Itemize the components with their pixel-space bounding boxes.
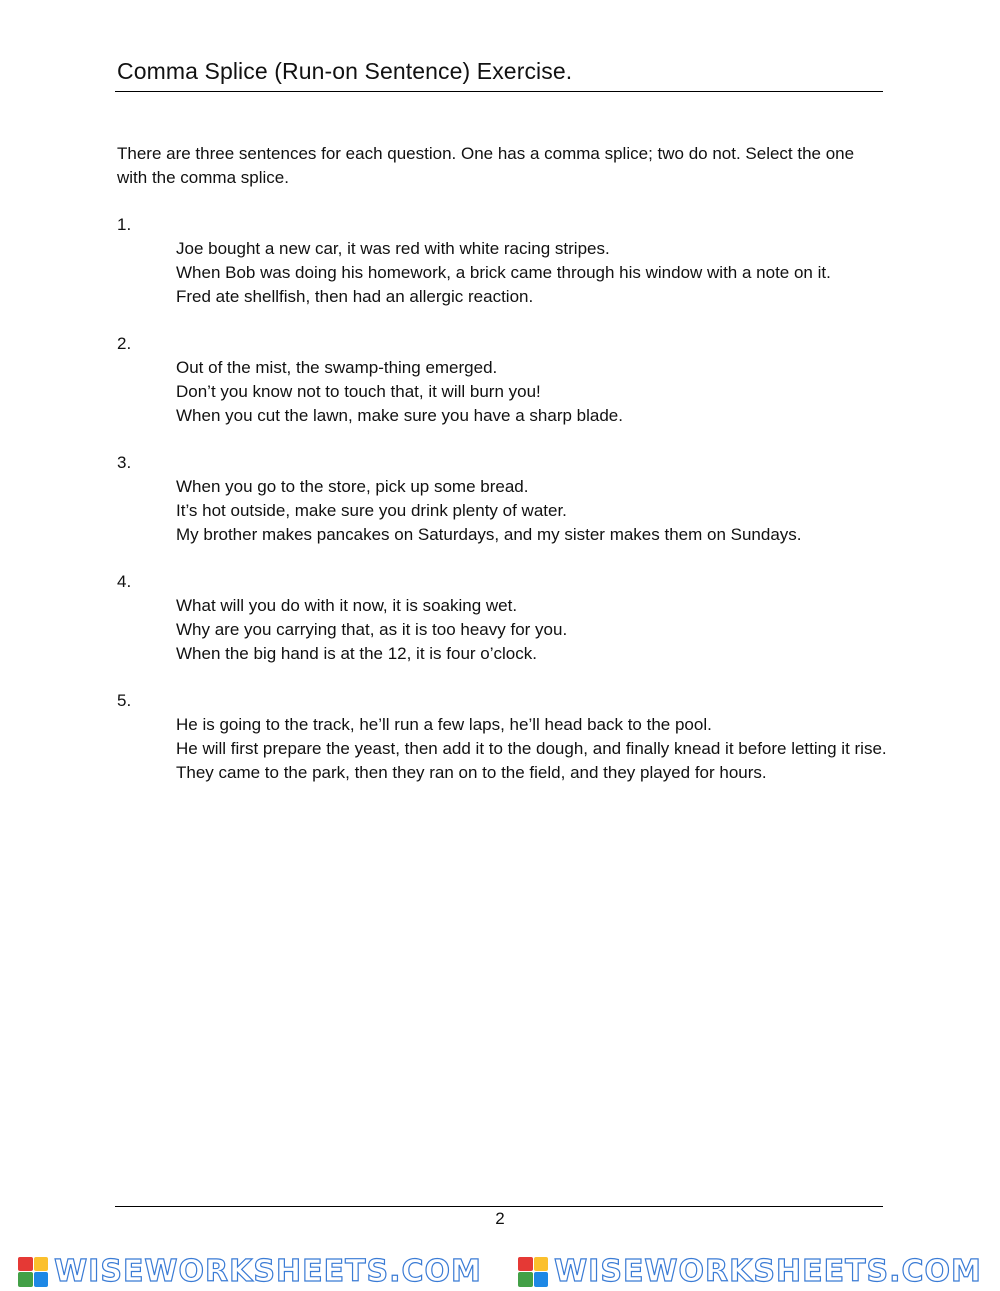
question-3 [117,451,887,547]
option-list [176,594,887,666]
option-sentence[interactable]: When you go to the store, pick up some bread. [176,477,529,496]
question-number: 1. [117,215,132,234]
watermark-logo-icon [518,1257,548,1287]
watermark-text: WISEWORKSHEETS.COM [54,1254,482,1289]
option-sentence[interactable]: He will first prepare the yeast, then add it to the dough, and finally knead it before letting it rise. [176,739,887,758]
question-number: 3. [117,453,132,472]
option-sentence[interactable]: When Bob was doing his homework, a brick came through his window with a note on it. [176,263,831,282]
option-sentence[interactable]: He is going to the track, he’ll run a few laps, he’ll head back to the pool. [176,715,712,734]
instructions: There are three sentences for each question. One has a comma splice; two do not. Select the one with the comma splice. [117,144,855,187]
question-5 [117,689,887,785]
footer-divider [115,1206,883,1207]
watermark-group [518,1254,982,1289]
question-4 [117,570,887,666]
header-divider [115,91,883,92]
question-1 [117,213,887,309]
option-sentence[interactable]: When the big hand is at the 12, it is four o’clock. [176,644,537,663]
option-list [176,237,887,309]
question-2 [117,332,887,428]
option-sentence[interactable]: It’s hot outside, make sure you drink plenty of water. [176,501,567,520]
watermark-text: WISEWORKSHEETS.COM [554,1254,982,1289]
option-sentence[interactable]: They came to the park, then they ran on to the field, and they played for hours. [176,763,767,782]
question-number: 4. [117,572,132,591]
page-title: Comma Splice (Run-on Sentence) Exercise. [117,58,573,84]
option-sentence[interactable]: What will you do with it now, it is soaking wet. [176,596,518,615]
option-list [176,356,887,428]
watermark-logo-icon [18,1257,48,1287]
option-list [176,475,887,547]
watermark-banner [0,1252,1000,1291]
option-list [176,713,887,785]
watermark-group [18,1254,482,1289]
option-sentence[interactable]: My brother makes pancakes on Saturdays, and my sister makes them on Sundays. [176,525,802,544]
question-list [117,213,887,808]
option-sentence[interactable]: Don’t you know not to touch that, it will burn you! [176,382,541,401]
option-sentence[interactable]: Joe bought a new car, it was red with white racing stripes. [176,239,610,258]
option-sentence[interactable]: Why are you carrying that, as it is too heavy for you. [176,620,568,639]
option-sentence[interactable]: Fred ate shellfish, then had an allergic reaction. [176,287,534,306]
option-sentence[interactable]: When you cut the lawn, make sure you have a sharp blade. [176,406,623,425]
option-sentence[interactable]: Out of the mist, the swamp-thing emerged. [176,358,498,377]
question-number: 2. [117,334,132,353]
page-number: 2 [495,1209,505,1228]
question-number: 5. [117,691,132,710]
